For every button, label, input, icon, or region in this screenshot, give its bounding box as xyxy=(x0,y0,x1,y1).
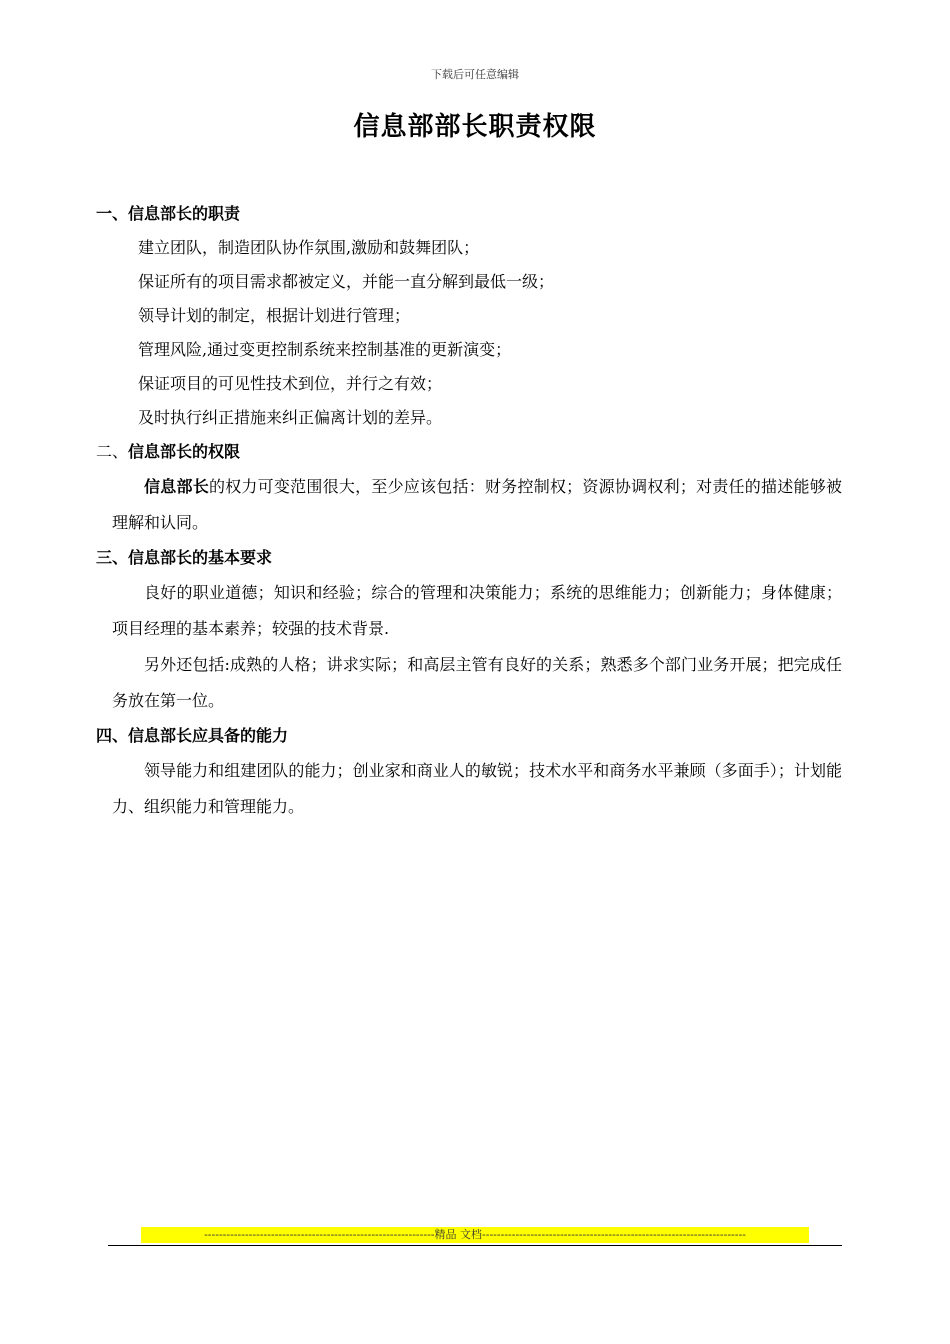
section-number: 四、 xyxy=(96,726,129,745)
requirements-paragraph: 另外还包括:成熟的人格；讲求实际；和高层主管有良好的关系；熟悉多个部门业务开展；把完成任务放在第一位。 xyxy=(112,655,842,710)
duty-item: 领导计划的制定，根据计划进行管理； xyxy=(138,306,411,325)
section-heading xyxy=(96,719,842,753)
authority-paragraph xyxy=(96,469,842,541)
section-title: 信息部长应具备的能力 xyxy=(128,726,289,745)
requirements-paragraph: 良好的职业道德；知识和经验；综合的管理和决策能力；系统的思维能力；创新能力；身体健康；项目经理的基本素养；较强的技术背景. xyxy=(112,583,842,638)
paragraph-text: 的权力可变范围很大，至少应该包括：财务控制权；资源协调权利；对责任的描述能够被理解和认同。 xyxy=(112,477,842,532)
section-authority xyxy=(96,435,842,541)
duty-item: 保证所有的项目需求都被定义，并能一直分解到最低一级； xyxy=(138,272,555,291)
section-title: 信息部长的基本要求 xyxy=(128,548,273,567)
section-heading xyxy=(96,435,842,469)
header-note: 下载后可任意编辑 xyxy=(431,68,519,81)
duty-item: 管理风险,通过变更控制系统来控制基准的更新演变； xyxy=(138,340,512,359)
duty-item: 保证项目的可见性技术到位，并行之有效； xyxy=(138,374,443,393)
section-title: 信息部长的权限 xyxy=(128,442,241,461)
footer-divider xyxy=(108,1245,842,1246)
section-abilities xyxy=(96,719,842,825)
paragraph-lead: 信息部长 xyxy=(144,477,209,496)
section-requirements xyxy=(96,541,842,719)
duty-item: 及时执行纠正措施来纠正偏离计划的差异。 xyxy=(138,408,443,427)
section-number: 一、 xyxy=(96,204,129,223)
section-number: 二、 xyxy=(96,442,129,461)
abilities-paragraph: 领导能力和组建团队的能力；创业家和商业人的敏锐；技术水平和商务水平兼顾（多面手）；计划能力、组织能力和管理能力。 xyxy=(112,761,842,816)
section-duties xyxy=(96,197,842,435)
section-title: 信息部长的职责 xyxy=(128,204,241,223)
section-heading xyxy=(96,541,842,575)
duty-item: 建立团队，制造团队协作氛围,激励和鼓舞团队； xyxy=(138,238,480,257)
document-body xyxy=(96,197,842,825)
footer-banner: --------------------------------------------------------------精品 文档----------------------------------------------------------------------- xyxy=(141,1227,809,1243)
section-heading xyxy=(96,197,842,231)
document-title: 信息部部长职责权限 xyxy=(353,112,597,142)
section-number: 三、 xyxy=(96,548,129,567)
